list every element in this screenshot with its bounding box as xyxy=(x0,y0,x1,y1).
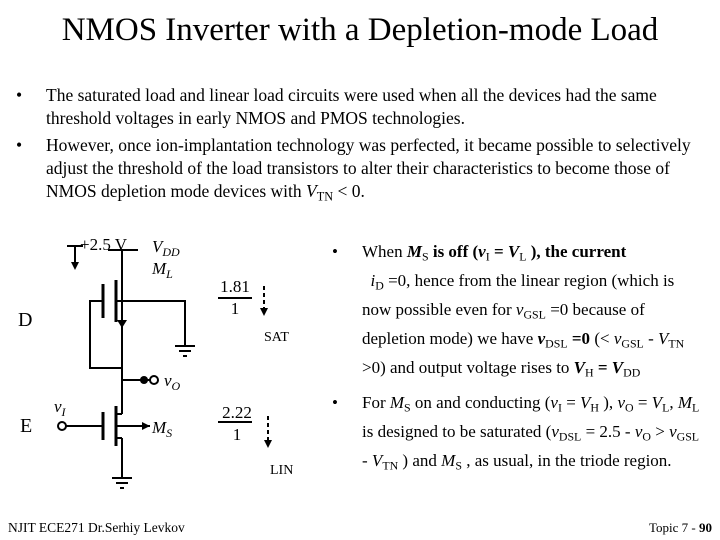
bullet-dot-icon: • xyxy=(16,135,23,155)
bullet-item: • When $M_S$ is off ($v_I = V_L$ ), the current $i_D =0$, hence from the linear region (which is now possible even for $v_{GSL} =0$ because of depletion mode) we have $v_{DSL} =0$ (< $v_{GSL} - V_{TN} >0$) and output voltage rises to $V_H = V_{DD}$ xyxy=(332,242,685,380)
vo-label: $v_O$ xyxy=(164,371,181,393)
footer-course: NJIT ECE271 Dr.Serhiy Levkov xyxy=(8,520,185,535)
bullet-text: However, once ion-implantation technology was perfected, it became possible to selectively adjust the threshold of the load transistors to alter their characteristics to become those of NMOS depletion mode devices with xyxy=(46,135,691,201)
ratio-top-num: 1.81 xyxy=(220,277,250,296)
bullet-dot-icon: • xyxy=(332,242,338,261)
ratio-bot-num: 2.22 xyxy=(222,403,252,422)
vtn-symbol: $V_{TN}$ xyxy=(306,181,334,204)
ratio-top-den: 1 xyxy=(230,299,240,318)
footer-page: Topic 7 - 90 xyxy=(649,520,712,535)
intro-bullets xyxy=(14,84,704,209)
ratio-bot-den: 1 xyxy=(232,425,242,444)
ml-label: $M_L$ xyxy=(152,259,173,281)
region-d-label: D xyxy=(18,309,33,331)
bullet-item xyxy=(14,84,704,130)
region-e-label: E xyxy=(20,415,33,437)
bullet-text-end: < 0. xyxy=(333,181,365,201)
slide-title: NMOS Inverter with a Depletion-mode Load xyxy=(61,12,659,48)
lin-label: LIN xyxy=(270,463,294,478)
bullet-text: The saturated load and linear load circuits were used when all the devices had the same threshold voltages in early NMOS and PMOS technologies. xyxy=(46,85,657,128)
bullet-item: • For $M_S$ on and conducting ($v_I = V_H$ ), $v_O = V_L$, $M_L$ is designed to be saturated ($v_{DSL} = 2.5 - v_O > v_{GSL} - V_{TN}$ ) and $M_S$ , as usual, in the triode region. xyxy=(332,393,700,473)
bullet-dot-icon: • xyxy=(16,85,23,105)
vi-label: $v_I$ xyxy=(54,397,66,419)
vdd-label: $V_{DD}$ xyxy=(152,237,180,259)
supply-label: +2.5 V xyxy=(80,235,128,254)
ms-label: $M_S$ xyxy=(152,418,173,440)
analysis-bullets xyxy=(330,240,700,479)
inverter-circuit xyxy=(0,228,320,520)
bullet-dot-icon: • xyxy=(332,393,338,413)
bullet-item xyxy=(14,134,704,209)
sat-label: SAT xyxy=(264,330,289,345)
